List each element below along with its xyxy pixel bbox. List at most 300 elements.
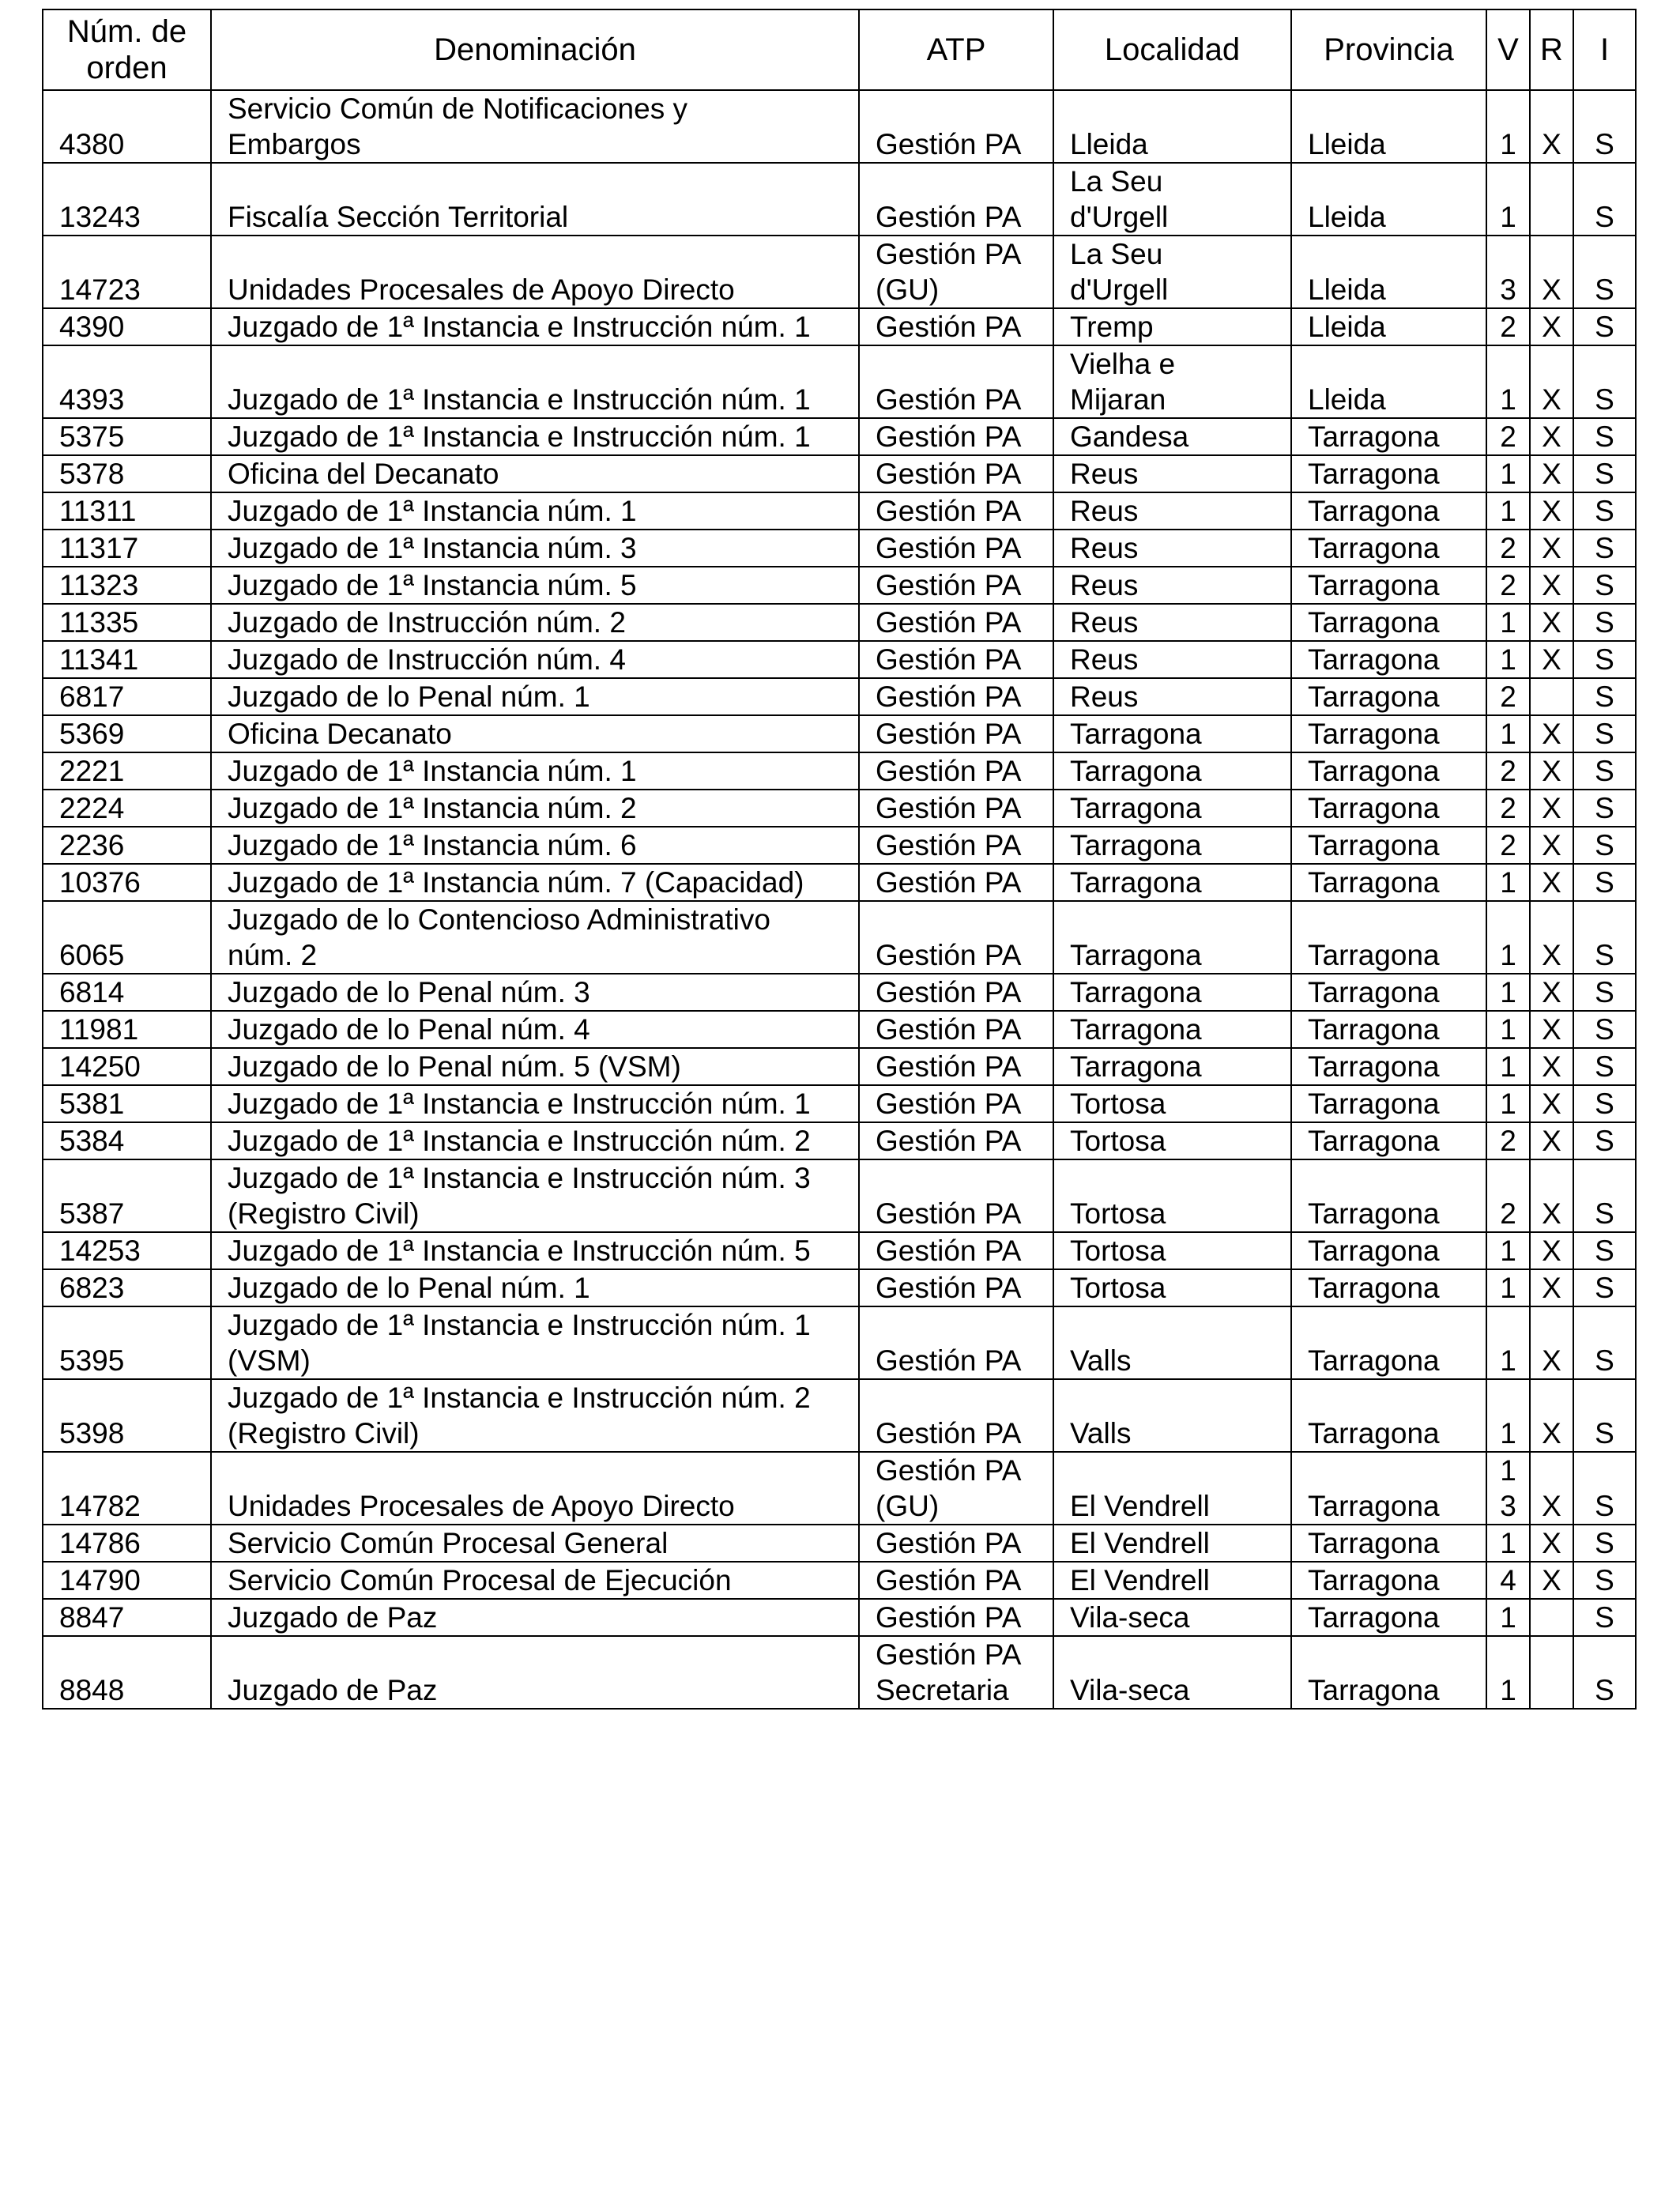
cell-atp: Gestión PA [859, 530, 1053, 567]
cell-atp: Gestión PA [859, 1085, 1053, 1122]
cell-v: 2 [1486, 1159, 1530, 1232]
cell-provincia: Tarragona [1291, 1269, 1486, 1306]
cell-num-orden: 14786 [43, 1525, 211, 1562]
cell-i: S [1573, 1048, 1636, 1085]
cell-atp: Gestión PA [859, 1562, 1053, 1599]
cell-v: 1 [1486, 604, 1530, 641]
cell-denominacion: Unidades Procesales de Apoyo Directo [211, 236, 859, 308]
cell-i: S [1573, 901, 1636, 974]
cell-num-orden: 14723 [43, 236, 211, 308]
cell-localidad: Reus [1053, 492, 1291, 530]
cell-r: X [1530, 604, 1573, 641]
cell-atp: Gestión PA [859, 790, 1053, 827]
cell-denominacion: Juzgado de 1ª Instancia núm. 3 [211, 530, 859, 567]
cell-denominacion: Juzgado de 1ª Instancia e Instrucción núm. 2 [211, 1122, 859, 1159]
cell-provincia: Tarragona [1291, 790, 1486, 827]
cell-r [1530, 1599, 1573, 1636]
cell-v: 1 [1486, 345, 1530, 418]
table-row [43, 1048, 1636, 1085]
cell-num-orden: 14253 [43, 1232, 211, 1269]
cell-provincia: Tarragona [1291, 1122, 1486, 1159]
cell-atp: Gestión PA [859, 1525, 1053, 1562]
cell-provincia: Tarragona [1291, 1562, 1486, 1599]
cell-denominacion: Juzgado de 1ª Instancia núm. 1 [211, 492, 859, 530]
cell-localidad: Reus [1053, 604, 1291, 641]
cell-localidad: Vila-seca [1053, 1636, 1291, 1709]
cell-localidad: Vielha e Mijaran [1053, 345, 1291, 418]
cell-num-orden: 14250 [43, 1048, 211, 1085]
cell-r: X [1530, 90, 1573, 163]
cell-provincia: Tarragona [1291, 604, 1486, 641]
cell-atp: Gestión PA Secretaria [859, 1636, 1053, 1709]
cell-localidad: El Vendrell [1053, 1452, 1291, 1525]
cell-localidad: Reus [1053, 678, 1291, 715]
table-row [43, 1269, 1636, 1306]
cell-v: 1 [1486, 1525, 1530, 1562]
cell-atp: Gestión PA [859, 974, 1053, 1011]
cell-num-orden: 11323 [43, 567, 211, 604]
cell-provincia: Tarragona [1291, 974, 1486, 1011]
table-row [43, 715, 1636, 752]
cell-localidad: Tarragona [1053, 864, 1291, 901]
cell-atp: Gestión PA [859, 901, 1053, 974]
cell-num-orden: 4390 [43, 308, 211, 345]
cell-r: X [1530, 1562, 1573, 1599]
table-row [43, 1159, 1636, 1232]
cell-i: S [1573, 345, 1636, 418]
cell-num-orden: 5369 [43, 715, 211, 752]
cell-denominacion: Juzgado de lo Penal núm. 3 [211, 974, 859, 1011]
header-i: I [1573, 9, 1636, 90]
cell-v: 1 [1486, 1048, 1530, 1085]
cell-r: X [1530, 1452, 1573, 1525]
cell-num-orden: 4393 [43, 345, 211, 418]
table-row [43, 1379, 1636, 1452]
cell-num-orden: 6817 [43, 678, 211, 715]
cell-i: S [1573, 90, 1636, 163]
table-body [43, 90, 1636, 1709]
cell-localidad: Tarragona [1053, 1011, 1291, 1048]
cell-denominacion: Servicio Común Procesal General [211, 1525, 859, 1562]
cell-atp: Gestión PA [859, 1599, 1053, 1636]
cell-i: S [1573, 604, 1636, 641]
cell-provincia: Lleida [1291, 90, 1486, 163]
cell-num-orden: 2236 [43, 827, 211, 864]
cell-r [1530, 163, 1573, 236]
cell-denominacion: Juzgado de 1ª Instancia e Instrucción núm. 1 [211, 308, 859, 345]
table-row [43, 974, 1636, 1011]
cell-atp: Gestión PA [859, 1269, 1053, 1306]
cell-denominacion: Juzgado de 1ª Instancia e Instrucción núm. 5 [211, 1232, 859, 1269]
cell-i: S [1573, 1085, 1636, 1122]
cell-i: S [1573, 1269, 1636, 1306]
cell-atp: Gestión PA [859, 715, 1053, 752]
cell-provincia: Tarragona [1291, 827, 1486, 864]
cell-i: S [1573, 236, 1636, 308]
cell-r: X [1530, 752, 1573, 790]
cell-num-orden: 8848 [43, 1636, 211, 1709]
cell-localidad: Tarragona [1053, 790, 1291, 827]
cell-atp: Gestión PA [859, 641, 1053, 678]
cell-num-orden: 6823 [43, 1269, 211, 1306]
cell-provincia: Lleida [1291, 236, 1486, 308]
cell-localidad: Valls [1053, 1306, 1291, 1379]
cell-r: X [1530, 492, 1573, 530]
cell-localidad: Valls [1053, 1379, 1291, 1452]
cell-denominacion: Unidades Procesales de Apoyo Directo [211, 1452, 859, 1525]
cell-atp: Gestión PA [859, 604, 1053, 641]
cell-localidad: Tarragona [1053, 752, 1291, 790]
cell-v: 1 [1486, 715, 1530, 752]
table-row [43, 530, 1636, 567]
cell-num-orden: 5395 [43, 1306, 211, 1379]
table-row [43, 1525, 1636, 1562]
cell-r: X [1530, 1122, 1573, 1159]
table-row [43, 1562, 1636, 1599]
header-localidad: Localidad [1053, 9, 1291, 90]
cell-i: S [1573, 308, 1636, 345]
cell-v: 1 [1486, 1599, 1530, 1636]
cell-i: S [1573, 1525, 1636, 1562]
cell-atp: Gestión PA [859, 567, 1053, 604]
cell-i: S [1573, 492, 1636, 530]
table-row [43, 1122, 1636, 1159]
cell-num-orden: 5398 [43, 1379, 211, 1452]
cell-num-orden: 6065 [43, 901, 211, 974]
cell-provincia: Tarragona [1291, 567, 1486, 604]
cell-atp: Gestión PA [859, 492, 1053, 530]
cell-provincia: Lleida [1291, 163, 1486, 236]
cell-v: 1 [1486, 974, 1530, 1011]
cell-provincia: Tarragona [1291, 1085, 1486, 1122]
cell-atp: Gestión PA [859, 1159, 1053, 1232]
cell-provincia: Tarragona [1291, 1599, 1486, 1636]
cell-atp: Gestión PA [859, 1011, 1053, 1048]
cell-atp: Gestión PA [859, 163, 1053, 236]
cell-v: 2 [1486, 1122, 1530, 1159]
cell-num-orden: 14790 [43, 1562, 211, 1599]
table-row [43, 1306, 1636, 1379]
cell-v: 1 [1486, 492, 1530, 530]
cell-localidad: Tortosa [1053, 1159, 1291, 1232]
cell-denominacion: Juzgado de 1ª Instancia núm. 6 [211, 827, 859, 864]
cell-atp: Gestión PA (GU) [859, 236, 1053, 308]
cell-atp: Gestión PA [859, 1122, 1053, 1159]
cell-r: X [1530, 1048, 1573, 1085]
table-row [43, 308, 1636, 345]
cell-r: X [1530, 1379, 1573, 1452]
cell-i: S [1573, 455, 1636, 492]
table-row [43, 345, 1636, 418]
cell-i: S [1573, 1452, 1636, 1525]
header-denominacion: Denominación [211, 9, 859, 90]
cell-denominacion: Juzgado de 1ª Instancia núm. 7 (Capacidad) [211, 864, 859, 901]
cell-localidad: La Seu d'Urgell [1053, 236, 1291, 308]
table-row [43, 790, 1636, 827]
cell-denominacion: Juzgado de Paz [211, 1599, 859, 1636]
cell-r: X [1530, 1011, 1573, 1048]
cell-r: X [1530, 1085, 1573, 1122]
cell-provincia: Tarragona [1291, 901, 1486, 974]
cell-atp: Gestión PA [859, 418, 1053, 455]
header-r: R [1530, 9, 1573, 90]
cell-num-orden: 5384 [43, 1122, 211, 1159]
cell-r: X [1530, 308, 1573, 345]
cell-denominacion: Juzgado de 1ª Instancia e Instrucción núm. 2 (Registro Civil) [211, 1379, 859, 1452]
cell-denominacion: Juzgado de lo Penal núm. 1 [211, 1269, 859, 1306]
cell-localidad: Tarragona [1053, 901, 1291, 974]
cell-localidad: Vila-seca [1053, 1599, 1291, 1636]
cell-atp: Gestión PA [859, 345, 1053, 418]
cell-r: X [1530, 1525, 1573, 1562]
cell-provincia: Tarragona [1291, 492, 1486, 530]
cell-localidad: Reus [1053, 530, 1291, 567]
cell-atp: Gestión PA [859, 827, 1053, 864]
cell-num-orden: 11317 [43, 530, 211, 567]
table-row [43, 604, 1636, 641]
cell-localidad: Tortosa [1053, 1232, 1291, 1269]
cell-v: 2 [1486, 752, 1530, 790]
cell-atp: Gestión PA [859, 308, 1053, 345]
cell-provincia: Tarragona [1291, 455, 1486, 492]
cell-num-orden: 11981 [43, 1011, 211, 1048]
cell-i: S [1573, 864, 1636, 901]
header-atp: ATP [859, 9, 1053, 90]
cell-localidad: Tortosa [1053, 1085, 1291, 1122]
cell-denominacion: Juzgado de lo Penal núm. 5 (VSM) [211, 1048, 859, 1085]
cell-denominacion: Servicio Común Procesal de Ejecución [211, 1562, 859, 1599]
table-row [43, 901, 1636, 974]
cell-denominacion: Juzgado de 1ª Instancia núm. 5 [211, 567, 859, 604]
table-row [43, 678, 1636, 715]
cell-num-orden: 2224 [43, 790, 211, 827]
cell-i: S [1573, 974, 1636, 1011]
table-row [43, 1452, 1636, 1525]
cell-i: S [1573, 752, 1636, 790]
cell-v: 2 [1486, 567, 1530, 604]
cell-v: 2 [1486, 418, 1530, 455]
table-row [43, 752, 1636, 790]
cell-provincia: Lleida [1291, 308, 1486, 345]
cell-v: 2 [1486, 827, 1530, 864]
cell-v: 1 [1486, 455, 1530, 492]
cell-localidad: Tortosa [1053, 1122, 1291, 1159]
cell-i: S [1573, 530, 1636, 567]
cell-num-orden: 5387 [43, 1159, 211, 1232]
cell-v: 1 [1486, 1085, 1530, 1122]
cell-i: S [1573, 1562, 1636, 1599]
cell-denominacion: Juzgado de 1ª Instancia núm. 2 [211, 790, 859, 827]
table-row [43, 236, 1636, 308]
cell-num-orden: 6814 [43, 974, 211, 1011]
cell-v: 3 [1486, 236, 1530, 308]
table-row [43, 90, 1636, 163]
cell-provincia: Tarragona [1291, 1011, 1486, 1048]
cell-i: S [1573, 1011, 1636, 1048]
cell-denominacion: Juzgado de 1ª Instancia núm. 1 [211, 752, 859, 790]
cell-provincia: Tarragona [1291, 1306, 1486, 1379]
table-row [43, 864, 1636, 901]
cell-num-orden: 14782 [43, 1452, 211, 1525]
cell-localidad: Tarragona [1053, 974, 1291, 1011]
cell-i: S [1573, 1599, 1636, 1636]
cell-i: S [1573, 1306, 1636, 1379]
cell-atp: Gestión PA [859, 1048, 1053, 1085]
cell-num-orden: 5375 [43, 418, 211, 455]
cell-denominacion: Juzgado de 1ª Instancia e Instrucción núm. 1 [211, 418, 859, 455]
cell-r: X [1530, 1306, 1573, 1379]
cell-provincia: Lleida [1291, 345, 1486, 418]
cell-i: S [1573, 1636, 1636, 1709]
cell-i: S [1573, 1379, 1636, 1452]
cell-i: S [1573, 790, 1636, 827]
cell-r: X [1530, 901, 1573, 974]
cell-v: 1 3 [1486, 1452, 1530, 1525]
cell-r [1530, 1636, 1573, 1709]
cell-num-orden: 11335 [43, 604, 211, 641]
cell-denominacion: Juzgado de lo Penal núm. 1 [211, 678, 859, 715]
cell-localidad: Gandesa [1053, 418, 1291, 455]
cell-atp: Gestión PA [859, 1232, 1053, 1269]
cell-denominacion: Juzgado de lo Contencioso Administrativo núm. 2 [211, 901, 859, 974]
cell-v: 2 [1486, 678, 1530, 715]
cell-r: X [1530, 1269, 1573, 1306]
cell-num-orden: 5378 [43, 455, 211, 492]
cell-i: S [1573, 567, 1636, 604]
cell-provincia: Tarragona [1291, 641, 1486, 678]
cell-num-orden: 10376 [43, 864, 211, 901]
cell-atp: Gestión PA [859, 455, 1053, 492]
cell-num-orden: 2221 [43, 752, 211, 790]
table-row [43, 163, 1636, 236]
header-provincia: Provincia [1291, 9, 1486, 90]
table-row [43, 1232, 1636, 1269]
cell-localidad: Reus [1053, 641, 1291, 678]
cell-denominacion: Oficina del Decanato [211, 455, 859, 492]
cell-atp: Gestión PA [859, 678, 1053, 715]
cell-v: 1 [1486, 641, 1530, 678]
cell-r: X [1530, 715, 1573, 752]
cell-v: 2 [1486, 530, 1530, 567]
cell-v: 1 [1486, 1011, 1530, 1048]
cell-r: X [1530, 974, 1573, 1011]
cell-denominacion: Oficina Decanato [211, 715, 859, 752]
cell-num-orden: 11311 [43, 492, 211, 530]
cell-r: X [1530, 530, 1573, 567]
table-row [43, 1011, 1636, 1048]
cell-localidad: El Vendrell [1053, 1562, 1291, 1599]
cell-v: 1 [1486, 163, 1530, 236]
cell-denominacion: Juzgado de 1ª Instancia e Instrucción núm. 1 [211, 345, 859, 418]
cell-localidad: La Seu d'Urgell [1053, 163, 1291, 236]
cell-v: 1 [1486, 1232, 1530, 1269]
cell-r: X [1530, 236, 1573, 308]
table-row [43, 455, 1636, 492]
cell-localidad: Tarragona [1053, 715, 1291, 752]
cell-v: 1 [1486, 1269, 1530, 1306]
cell-v: 1 [1486, 1306, 1530, 1379]
cell-localidad: Lleida [1053, 90, 1291, 163]
cell-atp: Gestión PA (GU) [859, 1452, 1053, 1525]
cell-num-orden: 4380 [43, 90, 211, 163]
cell-r: X [1530, 567, 1573, 604]
cell-v: 2 [1486, 790, 1530, 827]
cell-v: 1 [1486, 90, 1530, 163]
cell-i: S [1573, 641, 1636, 678]
cell-i: S [1573, 827, 1636, 864]
cell-provincia: Tarragona [1291, 678, 1486, 715]
cell-provincia: Tarragona [1291, 752, 1486, 790]
cell-denominacion: Juzgado de Instrucción núm. 4 [211, 641, 859, 678]
cell-localidad: Reus [1053, 455, 1291, 492]
cell-denominacion: Fiscalía Sección Territorial [211, 163, 859, 236]
table-row [43, 1599, 1636, 1636]
cell-r: X [1530, 1159, 1573, 1232]
cell-r: X [1530, 864, 1573, 901]
cell-localidad: Reus [1053, 567, 1291, 604]
cell-denominacion: Juzgado de 1ª Instancia e Instrucción núm. 3 (Registro Civil) [211, 1159, 859, 1232]
cell-r: X [1530, 418, 1573, 455]
cell-atp: Gestión PA [859, 864, 1053, 901]
cell-r: X [1530, 1232, 1573, 1269]
header-num-orden: Núm. de orden [43, 9, 211, 90]
cell-denominacion: Juzgado de 1ª Instancia e Instrucción núm. 1 (VSM) [211, 1306, 859, 1379]
cell-num-orden: 13243 [43, 163, 211, 236]
cell-localidad: Tarragona [1053, 827, 1291, 864]
cell-provincia: Tarragona [1291, 1232, 1486, 1269]
cell-denominacion: Juzgado de 1ª Instancia e Instrucción núm. 1 [211, 1085, 859, 1122]
table-row [43, 641, 1636, 678]
table-row [43, 567, 1636, 604]
cell-r: X [1530, 790, 1573, 827]
cell-i: S [1573, 715, 1636, 752]
header-v: V [1486, 9, 1530, 90]
cell-provincia: Tarragona [1291, 715, 1486, 752]
cell-atp: Gestión PA [859, 752, 1053, 790]
cell-i: S [1573, 418, 1636, 455]
cell-localidad: Tarragona [1053, 1048, 1291, 1085]
cell-num-orden: 5381 [43, 1085, 211, 1122]
cell-num-orden: 11341 [43, 641, 211, 678]
cell-denominacion: Juzgado de lo Penal núm. 4 [211, 1011, 859, 1048]
cell-i: S [1573, 1122, 1636, 1159]
cell-atp: Gestión PA [859, 1306, 1053, 1379]
cell-localidad: El Vendrell [1053, 1525, 1291, 1562]
cell-provincia: Tarragona [1291, 418, 1486, 455]
cell-v: 1 [1486, 1379, 1530, 1452]
cell-localidad: Tremp [1053, 308, 1291, 345]
cell-r: X [1530, 827, 1573, 864]
cell-atp: Gestión PA [859, 1379, 1053, 1452]
cell-provincia: Tarragona [1291, 1379, 1486, 1452]
cell-r: X [1530, 345, 1573, 418]
cell-provincia: Tarragona [1291, 530, 1486, 567]
cell-r: X [1530, 455, 1573, 492]
cell-i: S [1573, 163, 1636, 236]
cell-provincia: Tarragona [1291, 1636, 1486, 1709]
cell-v: 1 [1486, 1636, 1530, 1709]
cell-provincia: Tarragona [1291, 864, 1486, 901]
table-row [43, 1636, 1636, 1709]
positions-table [42, 9, 1637, 1710]
cell-num-orden: 8847 [43, 1599, 211, 1636]
table-row [43, 418, 1636, 455]
cell-v: 4 [1486, 1562, 1530, 1599]
cell-r [1530, 678, 1573, 715]
table-header-row [43, 9, 1636, 90]
cell-provincia: Tarragona [1291, 1452, 1486, 1525]
cell-v: 1 [1486, 901, 1530, 974]
